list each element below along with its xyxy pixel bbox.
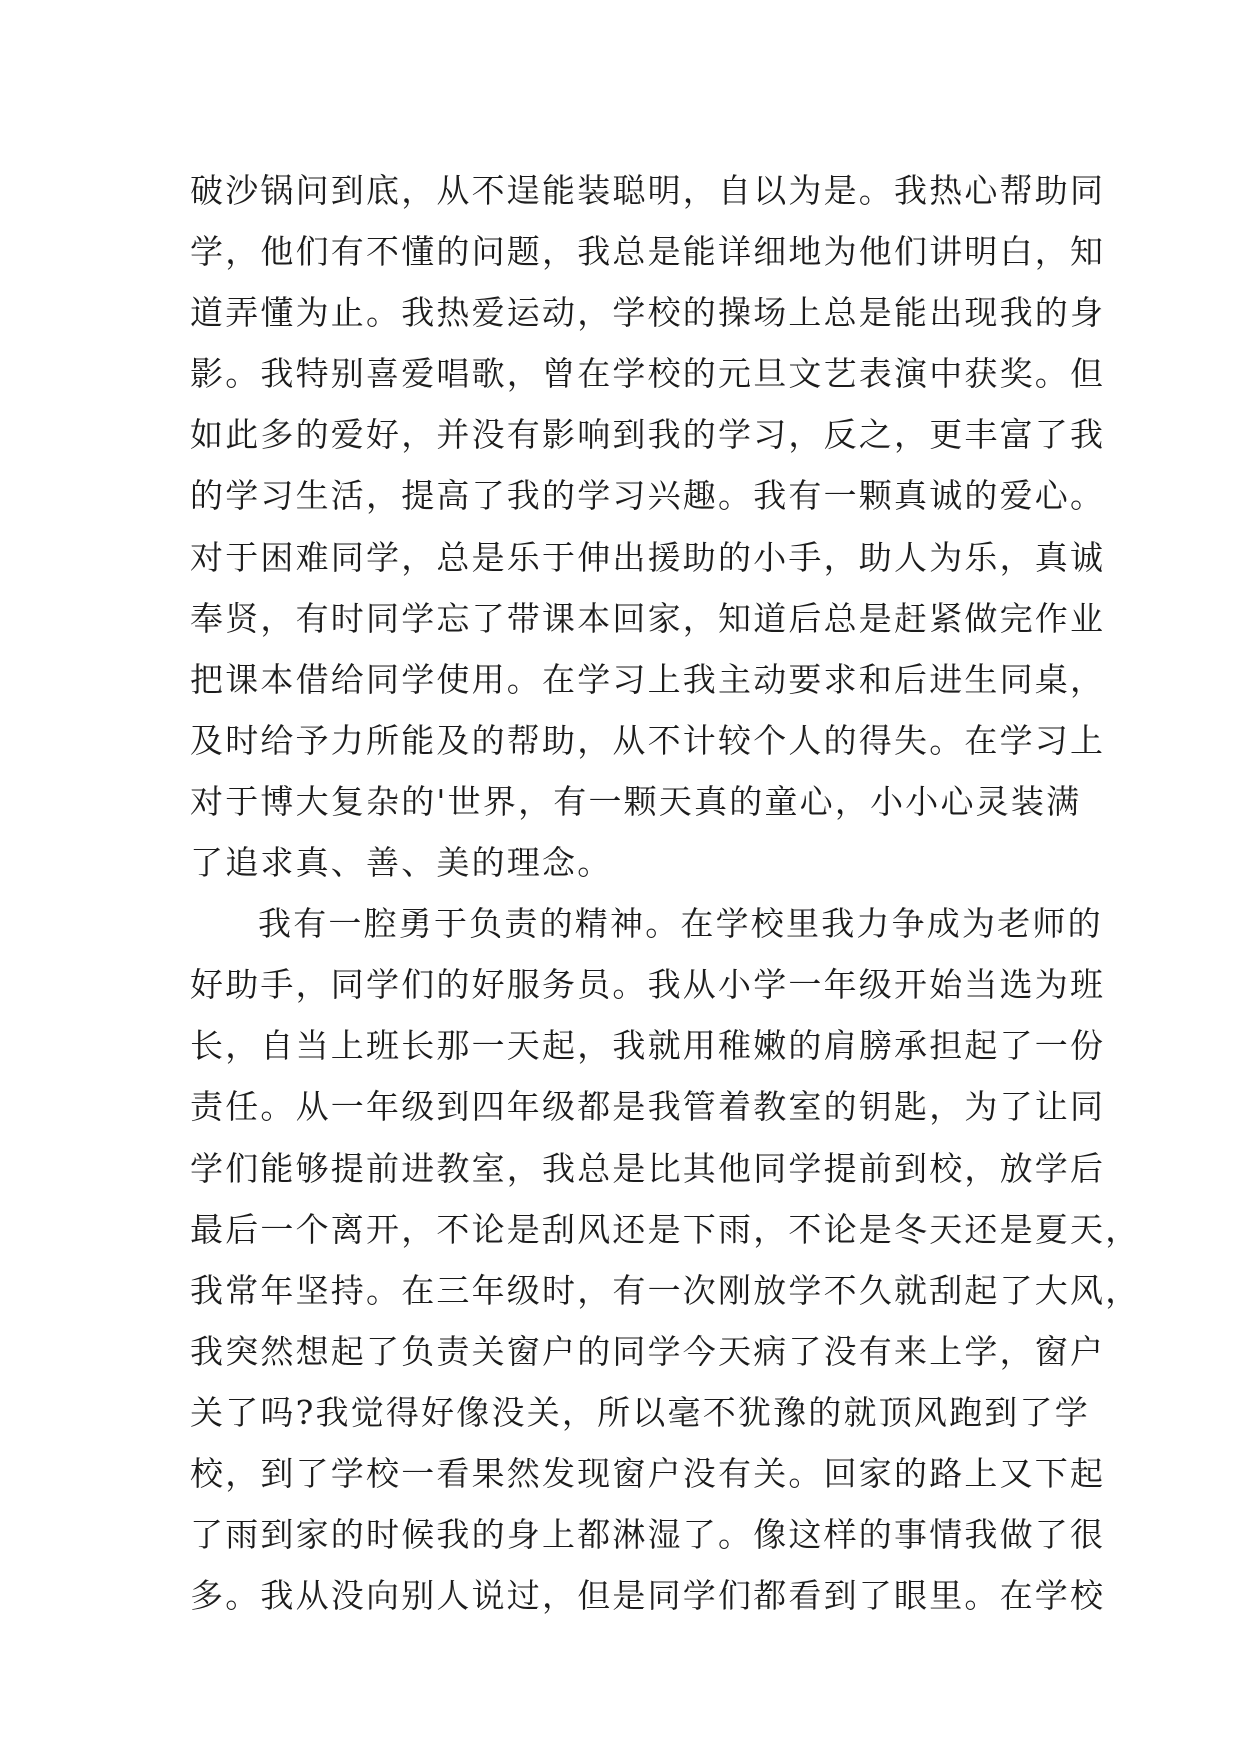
- text-line: 的学习生活，提高了我的学习兴趣。我有一颗真诚的爱心。: [190, 476, 1106, 516]
- text-line: 及时给予力所能及的帮助，从不计较个人的得失。在学习上: [190, 720, 1106, 760]
- paragraph-2: [190, 893, 1141, 1626]
- text-line: 关了吗?我觉得好像没关，所以毫不犹豫的就顶风跑到了学: [190, 1392, 1090, 1432]
- text-line: 我常年坚持。在三年级时，有一次刚放学不久就刮起了大风，: [190, 1270, 1141, 1310]
- text-line: 我突然想起了负责关窗户的同学今天病了没有来上学，窗户: [190, 1331, 1106, 1371]
- body-text: [190, 160, 1141, 1626]
- text-line: 校，到了学校一看果然发现窗户没有关。回家的路上又下起: [190, 1453, 1106, 1493]
- text-line: 影。我特别喜爱唱歌，曾在学校的元旦文艺表演中获奖。但: [190, 354, 1106, 394]
- text-line: 多。我从没向别人说过，但是同学们都看到了眼里。在学校: [190, 1576, 1106, 1616]
- text-line: 破沙锅问到底，从不逞能装聪明，自以为是。我热心帮助同: [190, 171, 1106, 210]
- text-line: 长，自当上班长那一天起，我就用稚嫩的肩膀承担起了一份: [190, 1026, 1106, 1066]
- text-line: 奉贤，有时同学忘了带课本回家，知道后总是赶紧做完作业: [190, 598, 1106, 638]
- text-line: 学，他们有不懂的问题，我总是能详细地为他们讲明白，知: [190, 232, 1106, 272]
- text-line: 责任。从一年级到四年级都是我管着教室的钥匙，为了让同: [190, 1087, 1106, 1127]
- text-line: 学们能够提前进教室，我总是比其他同学提前到校，放学后: [190, 1148, 1106, 1188]
- text-line: 最后一个离开，不论是刮风还是下雨，不论是冬天还是夏天，: [190, 1209, 1141, 1249]
- text-line: 好助手，同学们的好服务员。我从小学一年级开始当选为班: [190, 965, 1106, 1005]
- text-line: 了追求真、善、美的理念。: [190, 843, 613, 883]
- text-line: 对于困难同学，总是乐于伸出援助的小手，助人为乐，真诚: [190, 537, 1106, 577]
- text-line: 我有一腔勇于负责的精神。在学校里我力争成为老师的: [258, 904, 1103, 944]
- text-line: 如此多的爱好，并没有影响到我的学习，反之，更丰富了我: [190, 415, 1106, 455]
- text-line: 对于博大复杂的'世界，有一颗天真的童心，小小心灵装满: [190, 781, 1082, 821]
- text-line: 把课本借给同学使用。在学习上我主动要求和后进生同桌，: [190, 659, 1106, 699]
- paragraph-1: [190, 160, 1106, 893]
- text-line: 道弄懂为止。我热爱运动，学校的操场上总是能出现我的身: [190, 293, 1106, 333]
- text-line: 了雨到家的时候我的身上都淋湿了。像这样的事情我做了很: [190, 1515, 1106, 1555]
